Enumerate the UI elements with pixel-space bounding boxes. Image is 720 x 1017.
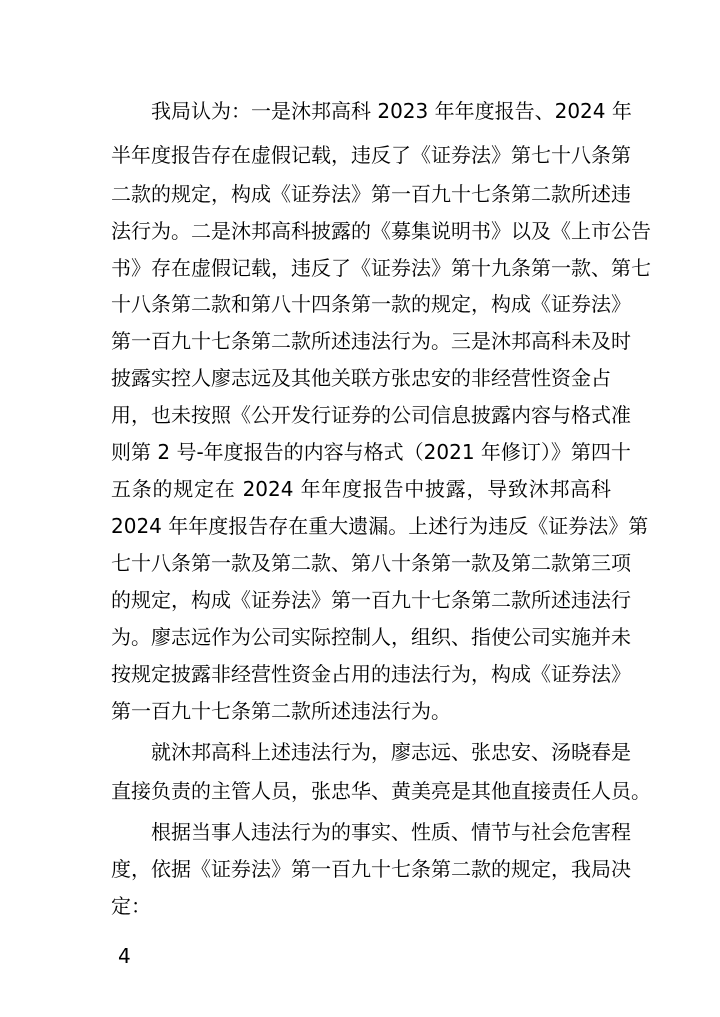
paragraph-1-line-17: 第一百九十七条第二款所述违法行为。 [111, 699, 451, 723]
paragraph-1-line-14: 的规定，构成《证券法》第一百九十七条第二款所述违法行 [111, 588, 631, 612]
paragraph-3-line-3: 定： [111, 894, 151, 918]
page-number: 4 [118, 944, 131, 968]
paragraph-1-line-11: 五条的规定在 2024 年年度报告中披露，导致沐邦高科 [111, 477, 611, 501]
paragraph-1-line-4: 法行为。二是沐邦高科披露的《募集说明书》以及《上市公告 [111, 219, 651, 243]
paragraph-2-line-1: 就沐邦高科上述违法行为，廖志远、张忠安、汤晓春是 [151, 740, 631, 764]
paragraph-3-line-2: 度，依据《证券法》第一百九十七条第二款的规定，我局决 [111, 857, 631, 881]
paragraph-1-line-5: 书》存在虚假记载，违反了《证券法》第十九条第一款、第七 [111, 256, 651, 280]
paragraph-2-line-2: 直接负责的主管人员，张忠华、黄美亮是其他直接责任人员。 [111, 779, 651, 803]
paragraph-1-line-16: 按规定披露非经营性资金占用的违法行为，构成《证券法》 [111, 662, 631, 686]
paragraph-1-line-1: 我局认为：一是沐邦高科 2023 年年度报告、2024 年 [151, 99, 632, 123]
paragraph-1-line-6: 十八条第二款和第八十四条第一款的规定，构成《证券法》 [111, 292, 631, 316]
paragraph-1-line-2: 半年度报告存在虚假记载，违反了《证券法》第七十八条第 [111, 143, 631, 167]
paragraph-1-line-8: 披露实控人廖志远及其他关联方张忠安的非经营性资金占 [111, 366, 611, 390]
paragraph-1-line-10: 则第 2 号-年度报告的内容与格式（2021 年修订）》第四十 [111, 440, 631, 464]
paragraph-1-line-9: 用，也未按照《公开发行证券的公司信息披露内容与格式准 [111, 403, 631, 427]
paragraph-1-line-15: 为。廖志远作为公司实际控制人，组织、指使公司实施并未 [111, 625, 631, 649]
paragraph-1-line-12: 2024 年年度报告存在重大遗漏。上述行为违反《证券法》第 [111, 514, 649, 538]
paragraph-3-line-1: 根据当事人违法行为的事实、性质、情节与社会危害程 [151, 820, 631, 844]
paragraph-1-line-7: 第一百九十七条第二款所述违法行为。三是沐邦高科未及时 [111, 329, 631, 353]
paragraph-1-line-13: 七十八条第一款及第二款、第八十条第一款及第二款第三项 [111, 551, 631, 575]
paragraph-1-line-3: 二款的规定，构成《证券法》第一百九十七条第二款所述违 [111, 182, 631, 206]
